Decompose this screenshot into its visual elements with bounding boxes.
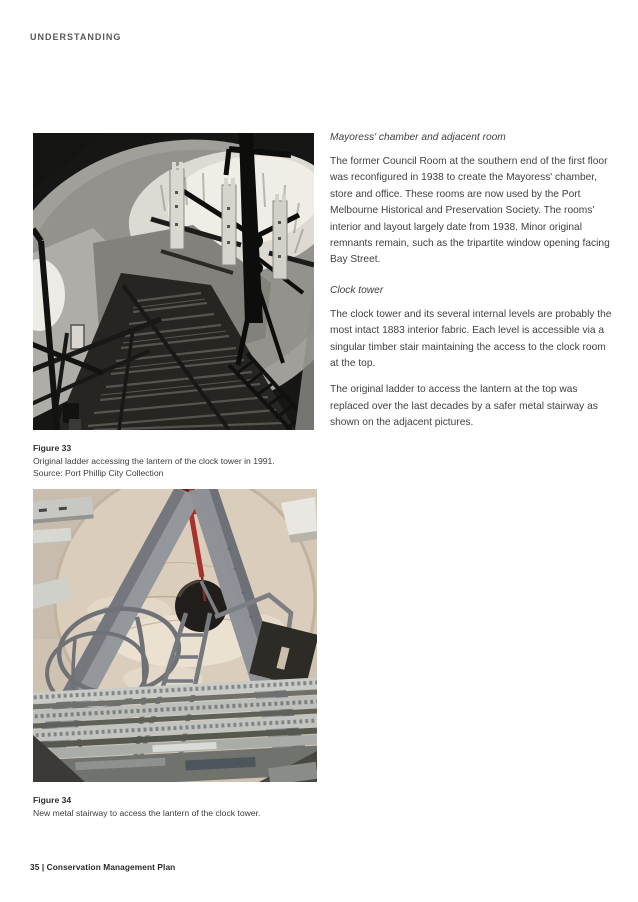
- section-heading-clock-tower: Clock tower: [330, 284, 384, 296]
- figure-33-caption: [33, 442, 333, 480]
- figure-33-photo: [33, 133, 314, 430]
- figure-33-label: Figure 33: [33, 443, 72, 453]
- paragraph: The clock tower and its several internal levels are probably the most intact 1883 interior fabric. Each level is accessible via a singular timber stair maintaining the access to the clock room at the top.: [330, 308, 612, 370]
- figure-34-caption: [33, 794, 333, 819]
- section-heading-mayoress-chamber: Mayoress' chamber and adjacent room: [330, 132, 506, 143]
- page-footer: 35 | Conservation Management Plan: [30, 862, 176, 872]
- body-text-column: [330, 131, 612, 442]
- page-header-label: UNDERSTANDING: [30, 32, 122, 42]
- clock-tower-colour-photo: [33, 489, 317, 782]
- paragraph: The original ladder to access the lantern at the top was replaced over the last decades by a safer metal stairway as shown on the adjacent pictures.: [330, 384, 598, 429]
- figure-33-text: Original ladder accessing the lantern of the clock tower in 1991.: [33, 455, 275, 466]
- figure-34-text: New metal stairway to access the lantern of the clock tower.: [33, 807, 261, 818]
- figure-34-photo: [33, 489, 317, 782]
- paragraph: The former Council Room at the southern end of the first floor was reconfigured in 1938 to create the Mayoress' chamber, store and office. These rooms are now used by the Port Melbourne Historical and Preservation Society. The rooms' interior and layout largely date from 1938. Minor original remnants remain, such as the tripartite window opening facing Bay Street.: [330, 156, 610, 266]
- figure-33-source: Source: Port Phillip City Collection: [33, 468, 164, 479]
- figure-34-label: Figure 34: [33, 795, 72, 805]
- clock-tower-bw-photo: [33, 133, 314, 430]
